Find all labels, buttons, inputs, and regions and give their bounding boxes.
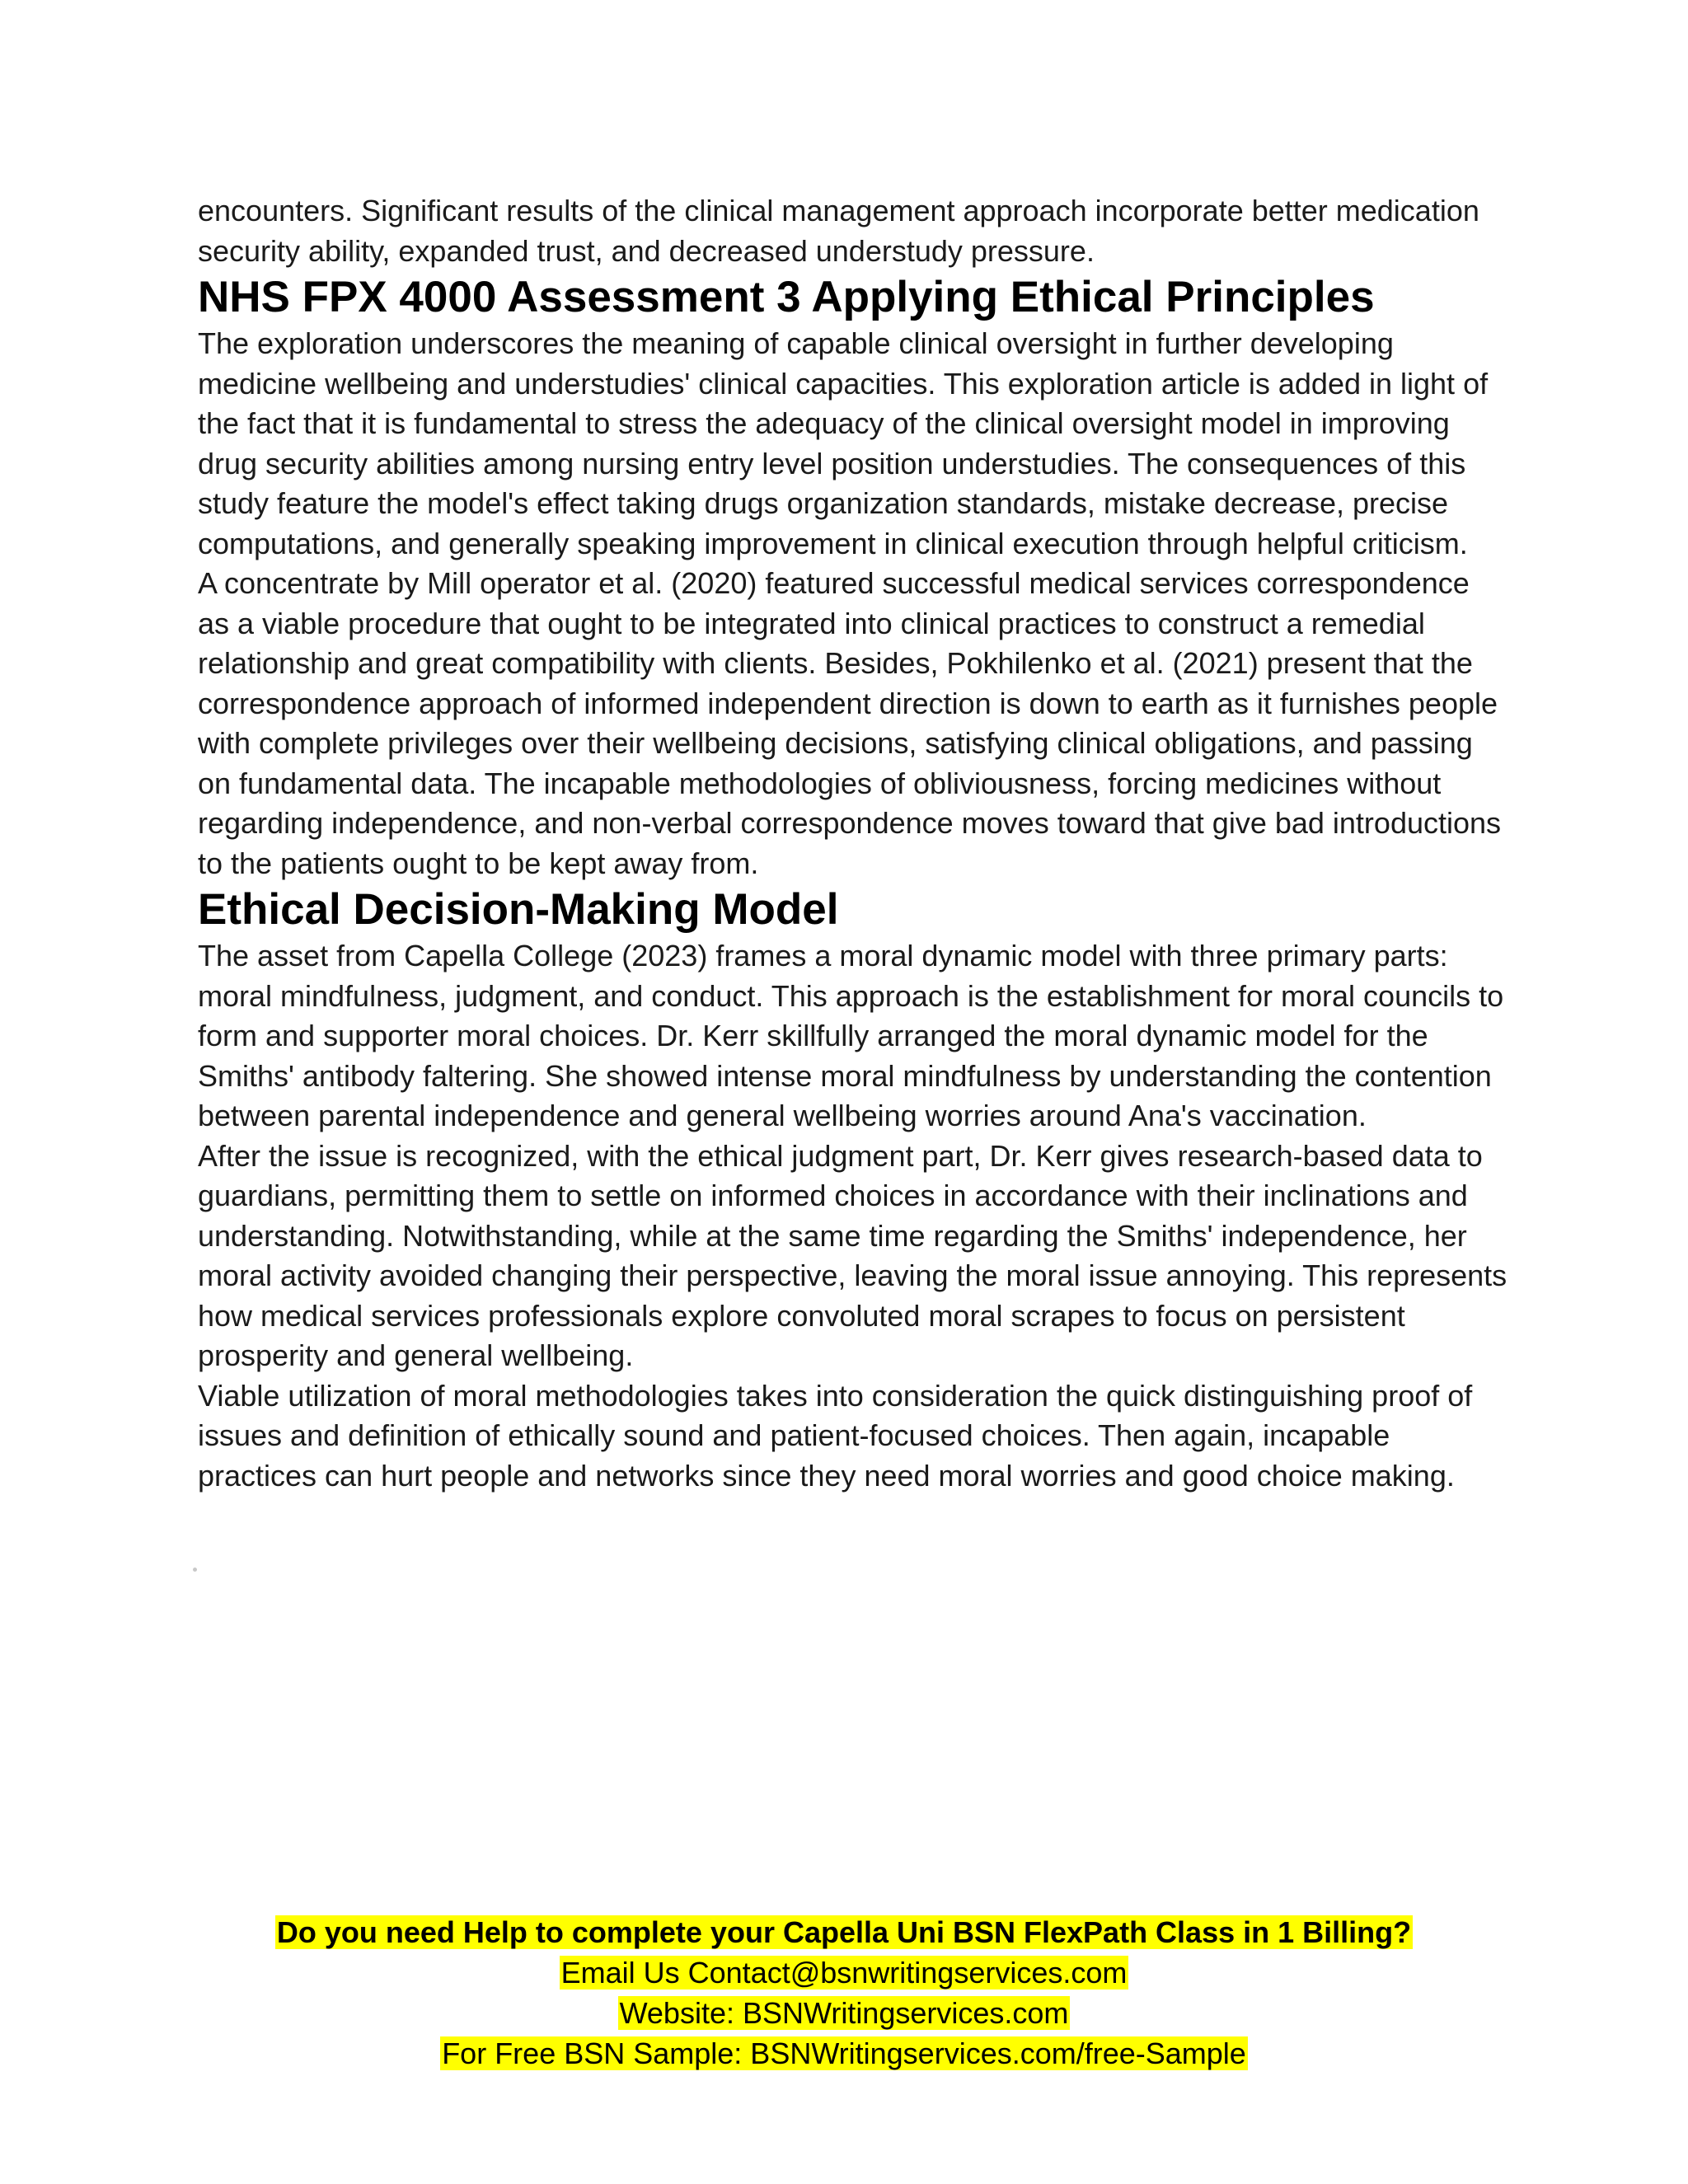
- stray-mark: [193, 1568, 197, 1572]
- promo-website-link[interactable]: Website: BSNWritingservices.com: [619, 1996, 1069, 2030]
- promo-website-line: [0, 1993, 1688, 2033]
- promo-headline-line: [0, 1912, 1688, 1952]
- intro-paragraph: encounters. Significant results of the clinical management approach incorporate better medication security ability, expanded trust, and decreased understudy pressure.: [198, 194, 1479, 268]
- paragraph-clinical-oversight: The exploration underscores the meaning of capable clinical oversight in further developing medicine wellbeing and understudies' clinical capacities. This exploration article is added in light of the fact that it is fundamental to stress the adequacy of the clinical oversight model in improving drug security abilities among nursing entry level position understudies. The consequences of this study feature the model's effect taking drugs organization standards, mistake decrease, precise computations, and generally speaking improvement in clinical execution through helpful criticism.: [198, 326, 1489, 560]
- promo-headline: Do you need Help to complete your Capella Uni BSN FlexPath Class in 1 Billing?: [276, 1915, 1412, 1949]
- promo-email-link[interactable]: Email Us Contact@bsnwritingservices.com: [560, 1956, 1128, 1990]
- paragraph-ethical-judgment: After the issue is recognized, with the ethical judgment part, Dr. Kerr gives research-based data to guardians, permitting them to settle on informed choices in accordance with their inclinations and understanding. Notwithstanding, while at the same time regarding the Smiths' independence, her moral activity avoided changing their perspective, leaving the moral issue annoying. This represents how medical services professionals explore convoluted moral scrapes to focus on persistent prosperity and general wellbeing.: [198, 1138, 1507, 1372]
- section-heading-decision-making-model: Ethical Decision-Making Model: [198, 885, 839, 934]
- paragraph-moral-methodologies: Viable utilization of moral methodologies takes into consideration the quick distinguishing proof of issues and definition of ethically sound and patient-focused choices. Then again, incapable practices can hurt people and networks since they need moral worries and good choice making.: [198, 1378, 1473, 1493]
- paragraph-communication: A concentrate by Mill operator et al. (2020) featured successful medical services correspondence as a viable procedure that ought to be integrated into clinical practices to construct a remedial relationship and great compatibility with clients. Besides, Pokhilenko et al. (2021) present that the correspondence approach of informed independent direction is down to earth as it furnishes people with complete privileges over their wellbeing decisions, satisfying clinical obligations, and passing on fundamental data. The incapable methodologies of obliviousness, forcing medicines without regarding independence, and non-verbal correspondence moves toward that give bad introductions to the patients ought to be kept away from.: [198, 566, 1502, 880]
- document-body: [198, 191, 1508, 1496]
- promo-email-line: [0, 1952, 1688, 1993]
- promo-sample-link[interactable]: For Free BSN Sample: BSNWritingservices.com/free-Sample: [442, 2036, 1246, 2070]
- promo-sample-line: [0, 2033, 1688, 2074]
- paragraph-moral-model: The asset from Capella College (2023) frames a moral dynamic model with three primary parts: moral mindfulness, judgment, and conduct. This approach is the establishment for moral councils to form and supporter moral choices. Dr. Kerr skillfully arranged the moral dynamic model for the Smiths' antibody faltering. She showed intense moral mindfulness by understanding the contention between parental independence and general wellbeing worries around Ana's vaccination.: [198, 939, 1504, 1132]
- section-heading-applying-ethical-principles: NHS FPX 4000 Assessment 3 Applying Ethical Principles: [198, 273, 1375, 321]
- promo-banner: [0, 1912, 1688, 2074]
